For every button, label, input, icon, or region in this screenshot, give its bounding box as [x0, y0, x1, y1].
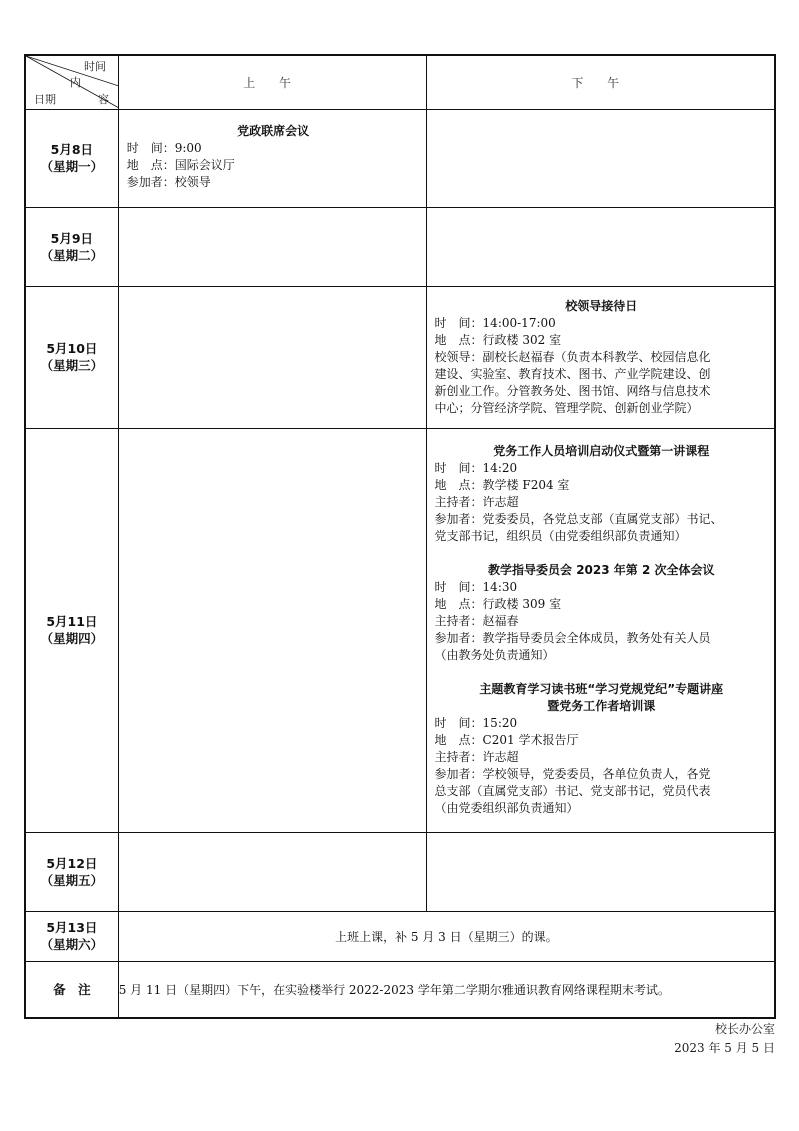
- weekday-label: （星期六）: [40, 937, 104, 952]
- corner-time-label: 时间: [84, 60, 106, 74]
- afternoon-cell: [426, 109, 775, 207]
- event-participants: 参加者：教学指导委员会全体成员，教务处有关人员: [434, 631, 711, 645]
- event-leader-cont: 中心；分管经济学院、管理学院、创新创业学院）: [434, 400, 699, 415]
- afternoon-cell: [426, 207, 775, 286]
- header-row: [25, 55, 775, 109]
- event-time: 时 间：14:20: [434, 461, 518, 475]
- event-title: 校领导接待日: [565, 298, 638, 313]
- weekday-label: （星期一）: [40, 159, 104, 174]
- event-block: [435, 681, 768, 817]
- event-list: [427, 438, 774, 822]
- remark-label: 备 注: [25, 961, 118, 1018]
- footer: [674, 1020, 775, 1058]
- event-block: [119, 121, 426, 196]
- event-location: 地 点：教学楼 F204 室: [434, 478, 570, 492]
- afternoon-cell: [426, 286, 775, 428]
- afternoon-header: 下 午: [426, 55, 775, 109]
- event-block: [427, 293, 774, 422]
- morning-header: 上 午: [118, 55, 426, 109]
- date-label: 5月10日: [46, 341, 98, 356]
- row-may12: [25, 832, 775, 911]
- event-participants-cont: （由教务处负责通知）: [434, 648, 555, 662]
- event-host: 主持者：许志超: [434, 750, 519, 764]
- row-may8: [25, 109, 775, 207]
- event-time: 时 间：14:30: [434, 580, 518, 594]
- corner-header-cell: [25, 55, 118, 109]
- event-location: 地 点：国际会议厅: [126, 157, 235, 172]
- event-participants: 参加者：校领导: [126, 174, 211, 189]
- remark-text: 5 月 11 日（星期四）下午，在实验楼举行 2022-2023 学年第二学期尔雅通识教育网络课程期末考试。: [118, 961, 775, 1018]
- event-participants: 参加者：党委委员，各党总支部（直属党支部）书记、: [434, 512, 723, 526]
- weekday-label: （星期四）: [40, 631, 104, 646]
- event-leader-cont: 建设、实验室、教育技术、图书、产业学院建设、创: [434, 366, 711, 381]
- event-block: [435, 562, 768, 664]
- event-location: 地 点：行政楼 309 室: [434, 597, 562, 611]
- event-host: 主持者：赵福春: [434, 614, 519, 628]
- morning-cell: [118, 428, 426, 832]
- event-block: [435, 443, 768, 545]
- row-may11: [25, 428, 775, 832]
- corner-date-label: 日期: [34, 93, 56, 107]
- date-label: 5月8日: [50, 142, 94, 157]
- event-time: 时 间：15:20: [434, 716, 518, 730]
- event-participants-cont: 总支部（直属党支部）书记、党支部书记，党员代表: [434, 784, 711, 798]
- weekday-label: （星期五）: [40, 872, 104, 888]
- event-participants: 参加者：学校领导，党委委员，各单位负责人，各党: [434, 767, 711, 781]
- event-participants-cont: （由党委组织部负责通知）: [434, 801, 579, 815]
- makeup-class-note: 上班上课，补 5 月 3 日（星期三）的课。: [118, 911, 775, 961]
- event-time: 时 间：14:00-17:00: [434, 315, 556, 330]
- event-title-cont: 暨党务工作者培训课: [547, 699, 656, 713]
- row-remark: [25, 961, 775, 1018]
- row-may10: [25, 286, 775, 428]
- date-cell: [25, 911, 118, 961]
- date-cell: [25, 428, 118, 832]
- morning-cell: [118, 832, 426, 911]
- date-label: 5月11日: [46, 614, 98, 629]
- date-label: 5月13日: [46, 920, 98, 935]
- date-cell: [25, 286, 118, 428]
- weekday-label: （星期二）: [40, 247, 104, 263]
- afternoon-cell: [426, 428, 775, 832]
- event-title: 教学指导委员会 2023 年第 2 次全体会议: [488, 563, 715, 577]
- event-location: 地 点：C201 学术报告厅: [434, 733, 579, 747]
- date-label: 5月12日: [46, 855, 98, 871]
- issue-date: 2023 年 5 月 5 日: [674, 1041, 775, 1055]
- date-cell: [25, 207, 118, 286]
- event-location: 地 点：行政楼 302 室: [434, 332, 562, 347]
- morning-cell: [118, 109, 426, 207]
- diagonal-header: [26, 56, 118, 108]
- event-participants-cont: 党支部书记，组织员（由党委组织部负责通知）: [434, 529, 687, 543]
- event-title: 党务工作人员培训启动仪式暨第一讲课程: [493, 444, 710, 458]
- morning-cell: [118, 207, 426, 286]
- corner-content-label-2: 容: [98, 93, 109, 107]
- row-may13: [25, 911, 775, 961]
- event-title: 党政联席会议: [237, 123, 310, 138]
- event-leader: 校领导：副校长赵福春（负责本科教学、校园信息化: [434, 349, 711, 364]
- event-time: 时 间：9:00: [126, 140, 202, 155]
- date-cell: [25, 832, 118, 911]
- date-cell: [25, 109, 118, 207]
- event-host: 主持者：许志超: [434, 495, 519, 509]
- row-may9: [25, 207, 775, 286]
- corner-content-label-1: 内: [70, 76, 81, 90]
- morning-cell: [118, 286, 426, 428]
- weekday-label: （星期三）: [40, 358, 104, 373]
- date-label: 5月9日: [50, 230, 94, 246]
- schedule-table: [24, 54, 776, 1019]
- issuing-office: 校长办公室: [714, 1022, 775, 1036]
- event-leader-cont: 新创业工作。分管教务处、图书馆、网络与信息技术: [434, 383, 711, 398]
- afternoon-cell: [426, 832, 775, 911]
- event-title: 主题教育学习读书班“学习党规党纪”专题讲座: [479, 682, 724, 696]
